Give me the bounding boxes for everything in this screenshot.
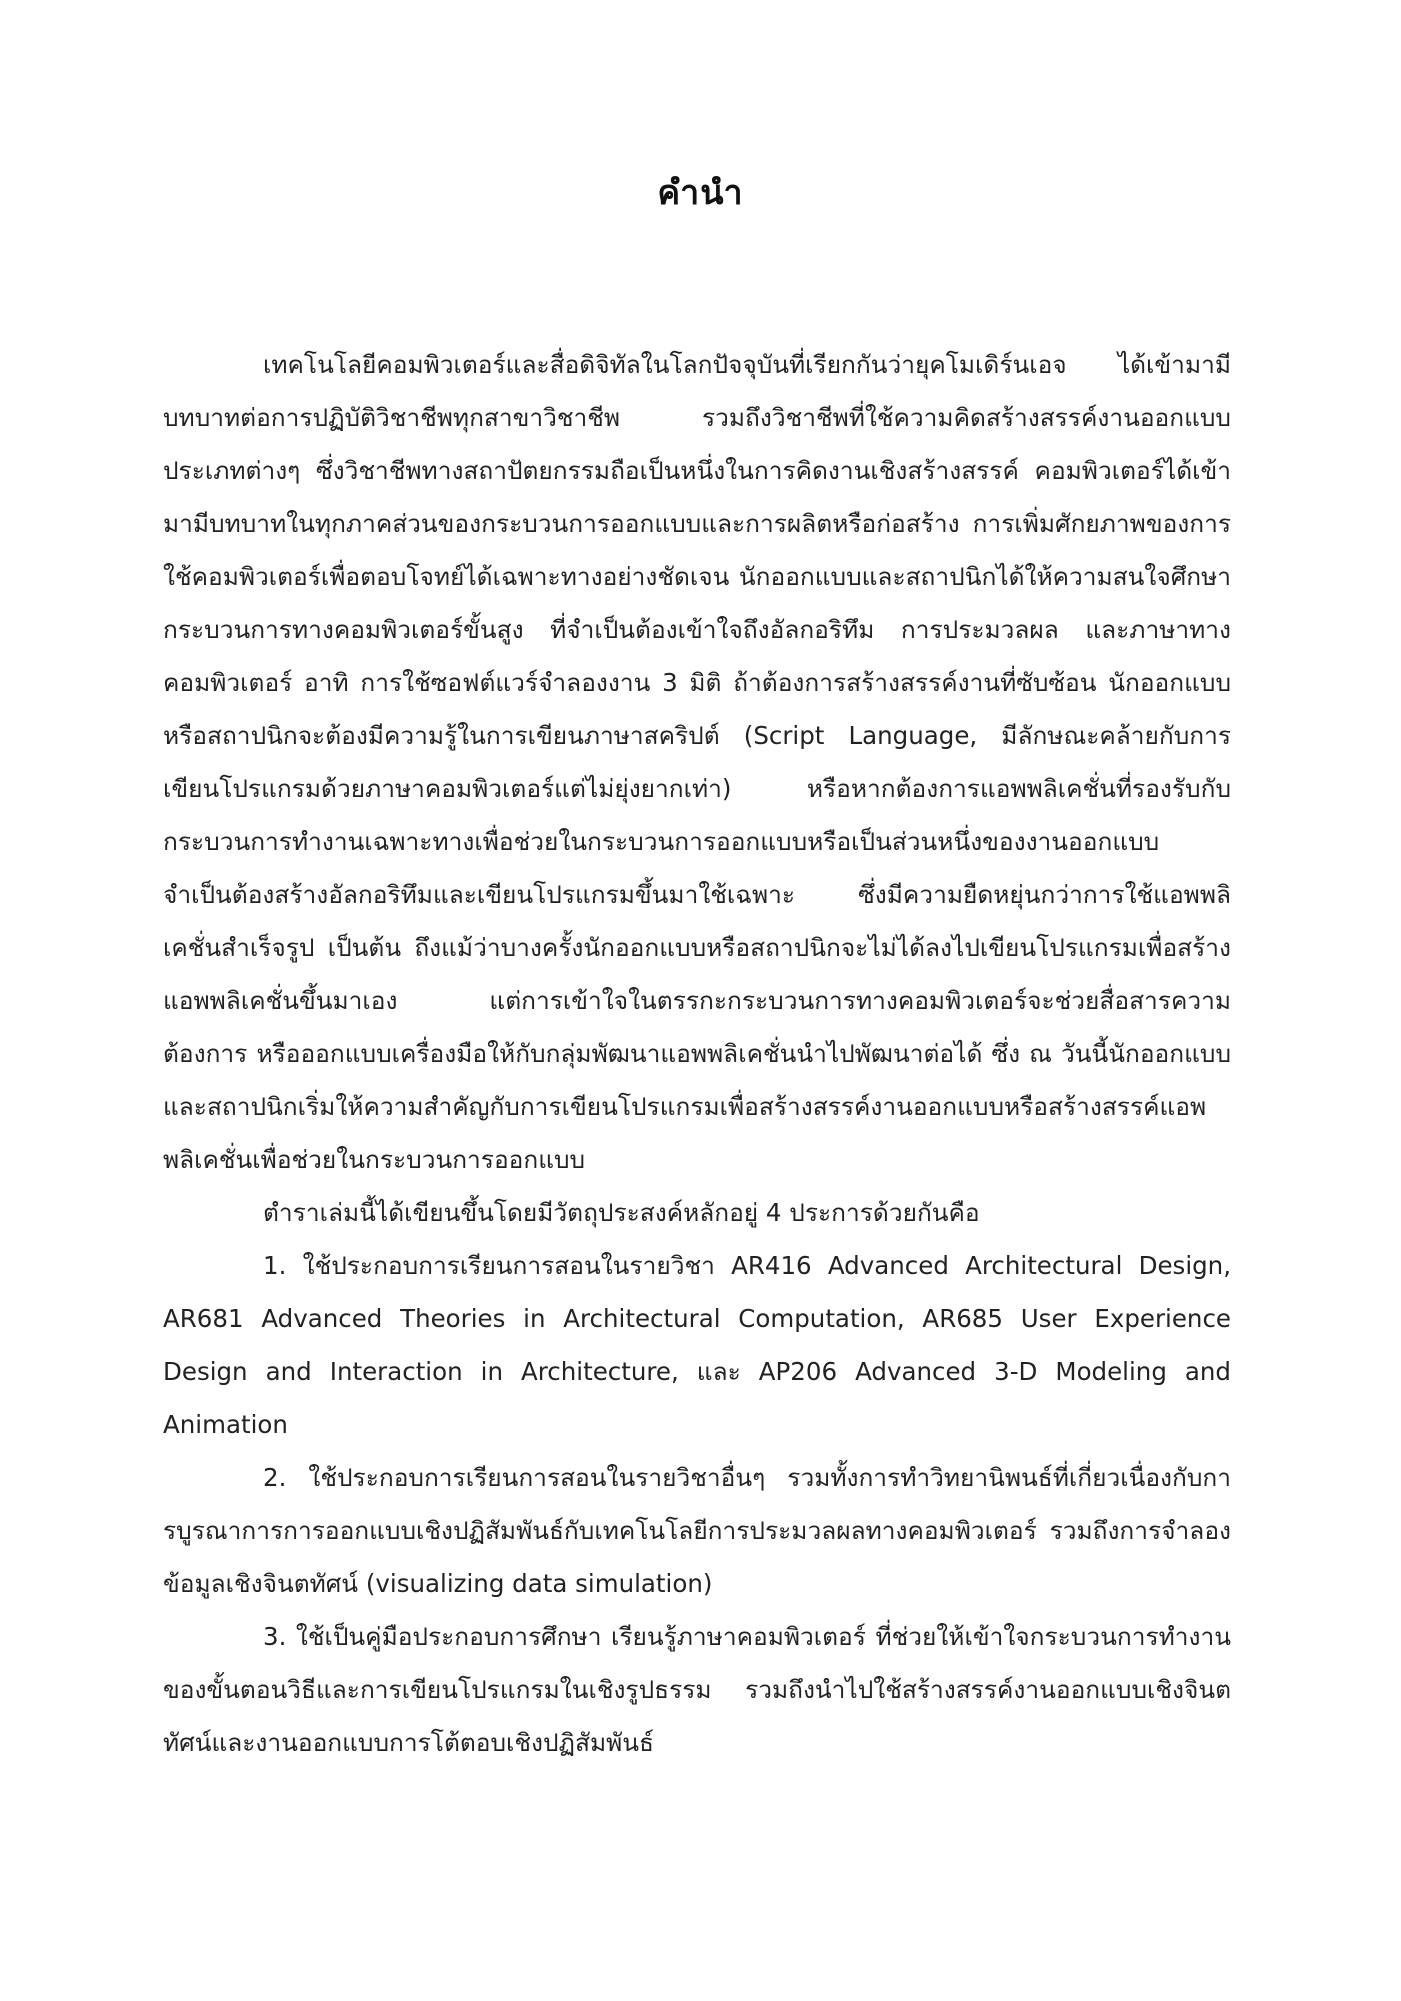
paragraph-objective-1: 1. ใช้ประกอบการเรียนการสอนในรายวิชา AR416 Advanced Architectural Design, AR681 Advanced Theories in Architectural Computation, AR685 User Experience Design and Interaction in Architecture, และ AP206 Advanced 3-D Modeling and Animation: [163, 1251, 1231, 1439]
body-text: [163, 338, 1231, 1769]
paragraph-objective-3: 3. ใช้เป็นคู่มือประกอบการศึกษา เรียนรู้ภาษาคอมพิวเตอร์ ที่ช่วยให้เข้าใจกระบวนการทำงานของขั้นตอนวิธีและการเขียนโปรแกรมในเชิงรูปธรรม รวมถึงนำไปใช้สร้างสรรค์งานออกแบบเชิงจินตทัศน์และงานออกแบบการโต้ตอบเชิงปฏิสัมพันธ์: [163, 1622, 1231, 1757]
paragraph-objective-2: 2. ใช้ประกอบการเรียนการสอนในรายวิชาอื่นๆ รวมทั้งการทำวิทยานิพนธ์ที่เกี่ยวเนื่องกับการบูรณาการการออกแบบเชิงปฏิสัมพันธ์กับเทคโนโลยีการประมวลผลทางคอมพิวเตอร์ รวมถึงการจำลองข้อมูลเชิงจินตทัศน์ (visualizing data simulation): [163, 1463, 1231, 1598]
page-title: คำนำ: [657, 173, 744, 213]
paragraph-introduction: เทคโนโลยีคอมพิวเตอร์และสื่อดิจิทัลในโลกปัจจุบันที่เรียกกันว่ายุคโมเดิร์นเอจ ได้เข้ามามีบทบาทต่อการปฏิบัติวิชาชีพทุกสาขาวิชาชีพ รวมถึงวิชาชีพที่ใช้ความคิดสร้างสรรค์งานออกแบบประเภทต่างๆ ซึ่งวิชาชีพทางสถาปัตยกรรมถือเป็นหนึ่งในการคิดงานเชิงสร้างสรรค์ คอมพิวเตอร์ได้เข้ามามีบทบาทในทุกภาคส่วนของกระบวนการออกแบบและการผลิตหรือก่อสร้าง การเพิ่มศักยภาพของการใช้คอมพิวเตอร์เพื่อตอบโจทย์ได้เฉพาะทางอย่างชัดเจน นักออกแบบและสถาปนิกได้ให้ความสนใจศึกษากระบวนการทางคอมพิวเตอร์ขั้นสูง ที่จำเป็นต้องเข้าใจถึงอัลกอริทึม การประมวลผล และภาษาทางคอมพิวเตอร์ อาทิ การใช้ซอฟต์แวร์จำลองงาน 3 มิติ ถ้าต้องการสร้างสรรค์งานที่ซับซ้อน นักออกแบบหรือสถาปนิกจะต้องมีความรู้ในการเขียนภาษาสคริปต์ (Script Language, มีลักษณะคล้ายกับการเขียนโปรแกรมด้วยภาษาคอมพิวเตอร์แต่ไม่ยุ่งยากเท่า) หรือหากต้องการแอพพลิเคชั่นที่รองรับกับกระบวนการทำงานเฉพาะทางเพื่อช่วยในกระบวนการออกแบบหรือเป็นส่วนหนึ่งของงานออกแบบ จำเป็นต้องสร้างอัลกอริทึมและเขียนโปรแกรมขึ้นมาใช้เฉพาะ ซึ่งมีความยืดหยุ่นกว่าการใช้แอพพลิเคชั่นสำเร็จรูป เป็นต้น ถึงแม้ว่าบางครั้งนักออกแบบหรือสถาปนิกจะไม่ได้ลงไปเขียนโปรแกรมเพื่อสร้างแอพพลิเคชั่นขึ้นมาเอง แต่การเข้าใจในตรรกะกระบวนการทางคอมพิวเตอร์จะช่วยสื่อสารความต้องการ หรือออกแบบเครื่องมือให้กับกลุ่มพัฒนาแอพพลิเคชั่นนำไปพัฒนาต่อได้ ซึ่ง ณ วันนี้นักออกแบบและสถาปนิกเริ่มให้ความสำคัญกับการเขียนโปรแกรมเพื่อสร้างสรรค์งานออกแบบหรือสร้างสรรค์แอพพลิเคชั่นเพื่อช่วยในกระบวนการออกแบบ: [163, 350, 1231, 1174]
paragraph-objectives-lead: ตำราเล่มนี้ได้เขียนขึ้นโดยมีวัตถุประสงค์หลักอยู่ 4 ประการด้วยกันคือ: [263, 1198, 980, 1227]
